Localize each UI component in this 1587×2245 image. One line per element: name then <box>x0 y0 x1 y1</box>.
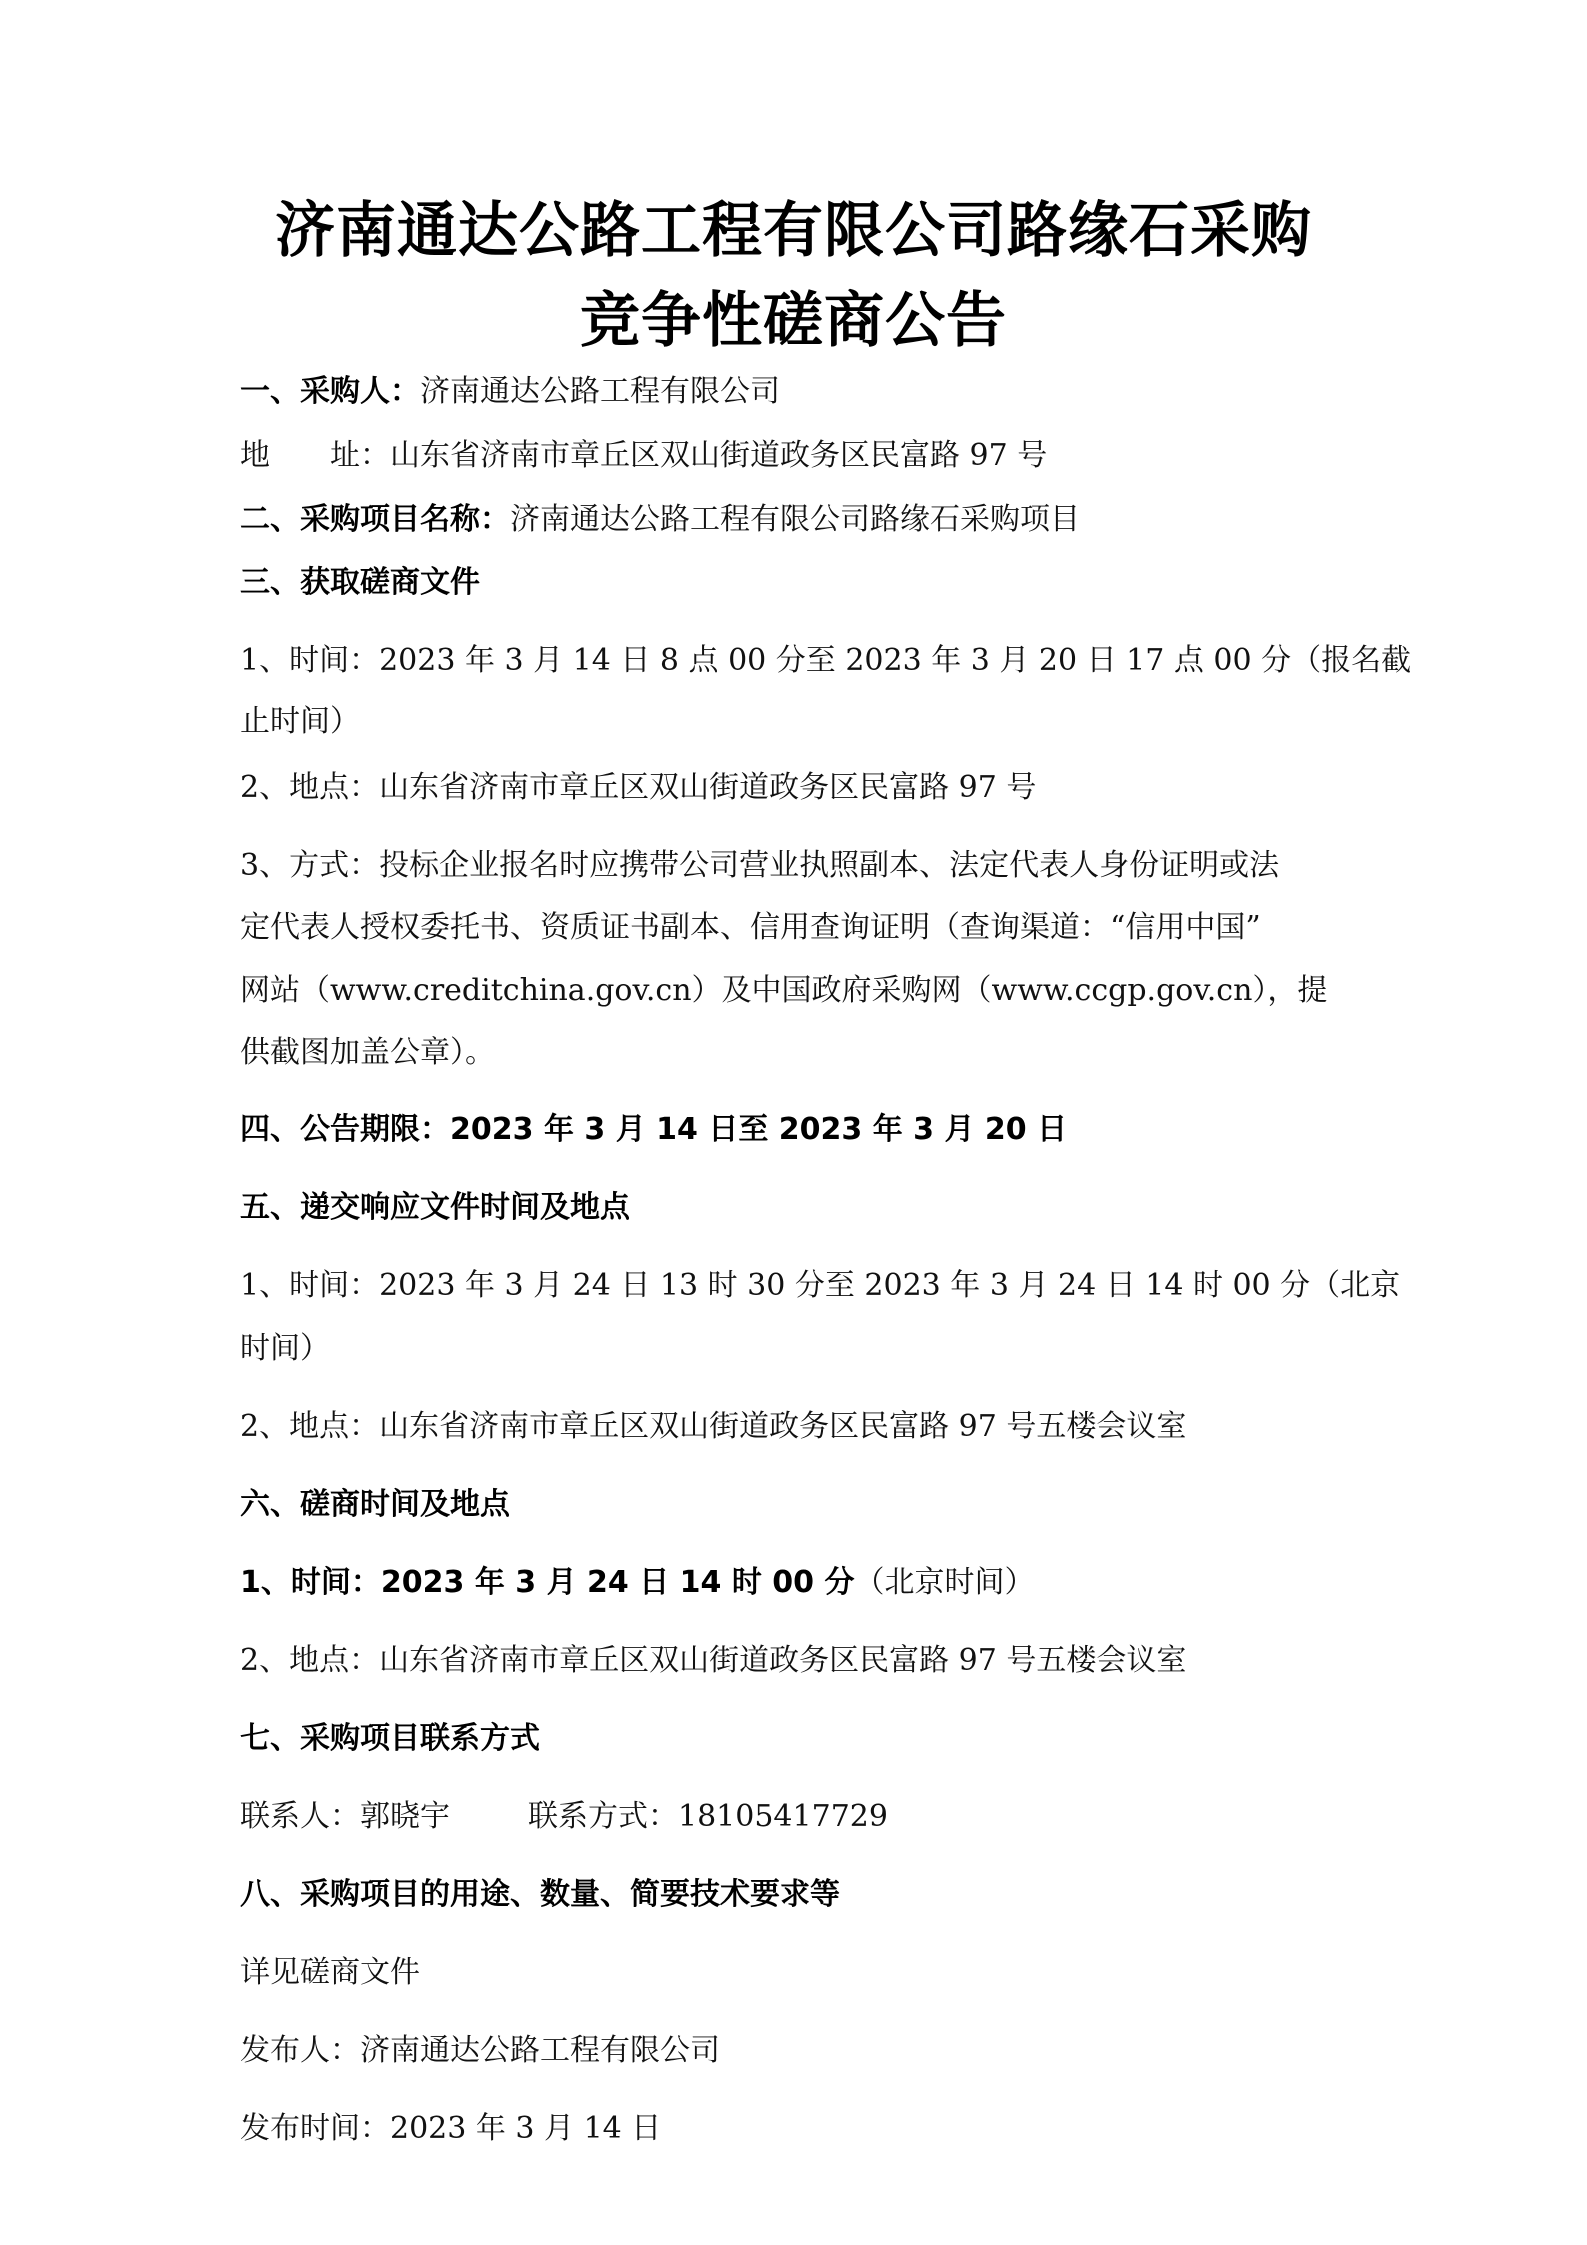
section-5-heading: 五、递交响应文件时间及地点 <box>240 1190 630 1225</box>
section-6-time-note: （北京时间） <box>854 1565 1035 1600</box>
purchaser-label: 一、采购人： <box>240 374 420 409</box>
section-5-place: 2、地点：山东省济南市章丘区双山街道政务区民富路 97 号五楼会议室 <box>240 1409 1187 1444</box>
address-value: 山东省济南市章丘区双山街道政务区民富路 97 号 <box>390 438 1048 473</box>
document-title-line-1: 济南通达公路工程有限公司路缘石采购 <box>275 196 1312 266</box>
address-label-part-1: 地 <box>240 438 270 473</box>
section-3-method-line-1: 3、方式：投标企业报名时应携带公司营业执照副本、法定代表人身份证明或法 <box>240 848 1280 883</box>
contact-person: 联系人：郭晓宇 <box>240 1799 450 1834</box>
section-3-method-line-2: 定代表人授权委托书、资质证书副本、信用查询证明（查询渠道：“信用中国” <box>240 910 1261 945</box>
section-3-time-line-1: 1、时间：2023 年 3 月 14 日 8 点 00 分至 2023 年 3 月 20 日 17 点 00 分（报名截 <box>240 643 1412 678</box>
project-name-value: 济南通达公路工程有限公司路缘石采购项目 <box>510 502 1080 537</box>
section-6-place: 2、地点：山东省济南市章丘区双山街道政务区民富路 97 号五楼会议室 <box>240 1643 1187 1678</box>
address-line <box>240 438 1360 473</box>
project-name-line <box>240 502 1360 537</box>
section-6-time: 1、时间：2023 年 3 月 24 日 14 时 00 分 <box>240 1565 855 1600</box>
publisher-line: 发布人：济南通达公路工程有限公司 <box>240 2033 720 2068</box>
contact-phone: 联系方式：18105417729 <box>528 1799 888 1834</box>
document-title-line-2: 竞争性磋商公告 <box>580 286 1007 356</box>
section-8-detail: 详见磋商文件 <box>240 1955 420 1990</box>
section-5-time-line-1: 1、时间：2023 年 3 月 24 日 13 时 30 分至 2023 年 3 月 24 日 14 时 00 分（北京 <box>240 1268 1401 1303</box>
section-6-time-line <box>240 1565 1360 1600</box>
section-3-method-line-3: 网站（www.creditchina.gov.cn）及中国政府采购网（www.ccgp.gov.cn），提 <box>240 973 1328 1008</box>
section-8-heading: 八、采购项目的用途、数量、简要技术要求等 <box>240 1877 840 1912</box>
section-3-method-line-4: 供截图加盖公章）。 <box>240 1035 495 1070</box>
section-3-heading: 三、获取磋商文件 <box>240 565 480 600</box>
section-4-notice-period: 四、公告期限：2023 年 3 月 14 日至 2023 年 3 月 20 日 <box>240 1112 1068 1147</box>
address-label-part-2: 址： <box>330 438 390 473</box>
section-7-heading: 七、采购项目联系方式 <box>240 1721 540 1756</box>
section-3-time-line-2: 止时间） <box>240 704 360 739</box>
publish-time-line: 发布时间：2023 年 3 月 14 日 <box>240 2111 662 2146</box>
section-6-heading: 六、磋商时间及地点 <box>240 1487 510 1522</box>
project-name-label: 二、采购项目名称： <box>240 502 510 537</box>
section-5-time-line-2: 时间） <box>240 1331 330 1366</box>
purchaser-value: 济南通达公路工程有限公司 <box>420 374 780 409</box>
section-3-place: 2、地点：山东省济南市章丘区双山街道政务区民富路 97 号 <box>240 770 1037 805</box>
section-7-contact-line <box>240 1799 1360 1834</box>
purchaser-line <box>240 374 1360 409</box>
